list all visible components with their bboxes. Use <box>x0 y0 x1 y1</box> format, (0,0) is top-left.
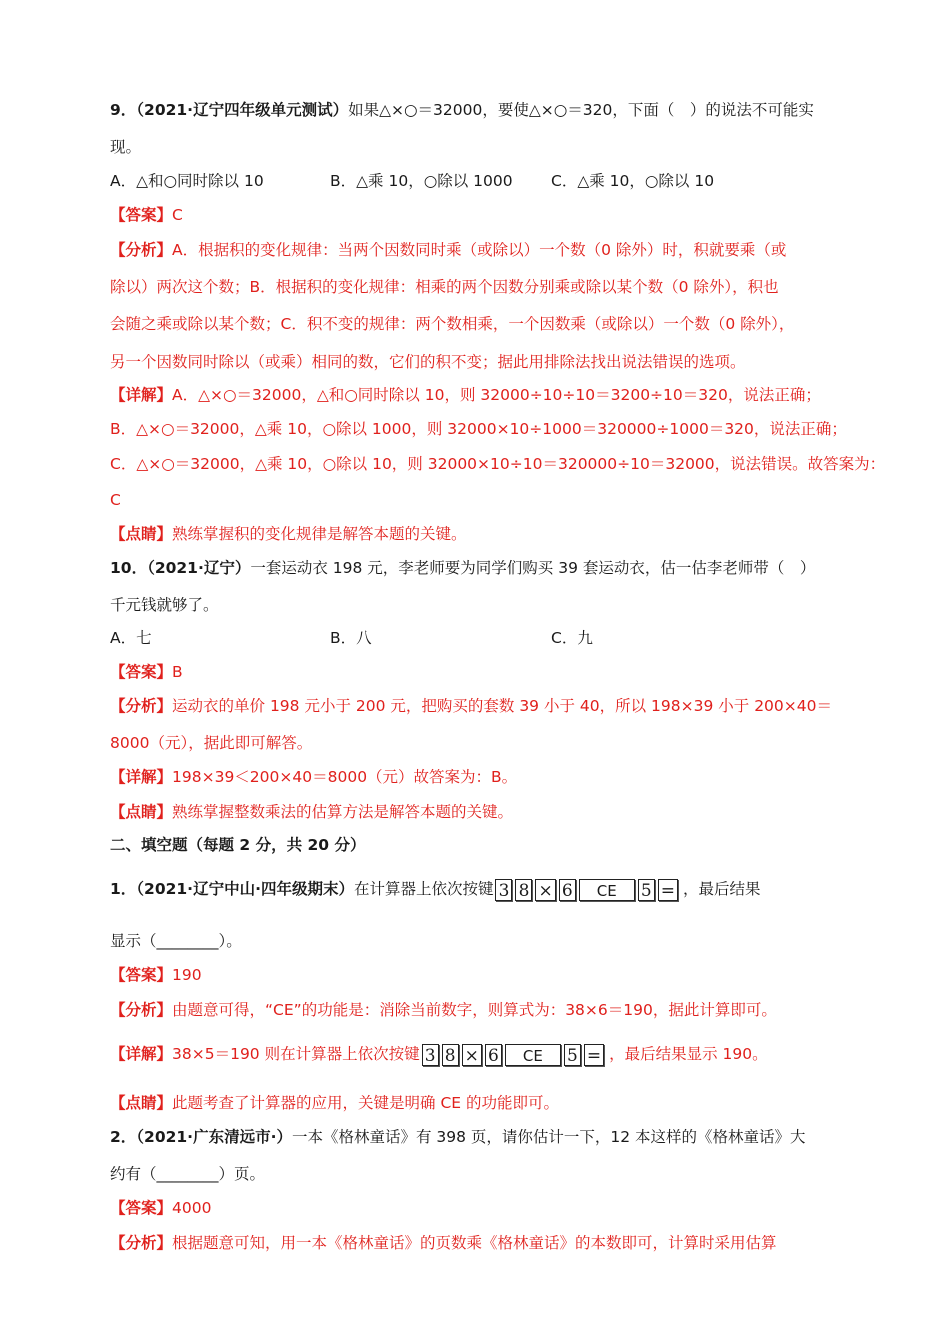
detail-tag: 【详解】 <box>110 1045 173 1063</box>
tip-tag: 【点睛】 <box>110 1094 173 1112</box>
f1-stem-line2 <box>110 930 242 952</box>
detail-text: 38×5＝190 则在计算器上依次按键 <box>172 1045 420 1063</box>
detail-text: 198×39＜200×40＝8000（元）故答案为：B。 <box>172 768 518 786</box>
analysis-tag: 【分析】 <box>110 241 173 259</box>
q9-analysis-line3: 会随之乘或除以某个数；C．积不变的规律：两个数相乘，一个因数乘（或除以）一个数（0 除外）， <box>110 315 795 333</box>
key-6: 6 <box>559 879 576 901</box>
f1-stem2-post: ）。 <box>218 932 242 950</box>
tip-text: 熟练掌握积的变化规律是解答本题的关键。 <box>172 525 467 543</box>
f1-stem2-pre: 显示（ <box>110 932 157 950</box>
analysis-tag: 【分析】 <box>110 697 173 715</box>
key-6: 6 <box>485 1044 502 1066</box>
analysis-tag: 【分析】 <box>110 1001 173 1019</box>
key-8: 8 <box>442 1044 459 1066</box>
f1-tip <box>110 1092 559 1114</box>
q9-analysis-line1 <box>110 239 786 261</box>
f1-source: （2021·辽宁中山·四年级期末） <box>136 880 354 898</box>
answer-value: B <box>172 663 183 681</box>
f2-number: 2． <box>110 1128 137 1146</box>
f2-stem: 一本《格林童话》有 398 页，请你估计一下，12 本这样的《格林童话》大 <box>291 1128 806 1146</box>
key-5: 5 <box>564 1044 581 1066</box>
key-3: 3 <box>422 1044 439 1066</box>
tip-text: 此题考查了计算器的应用，关键是明确 CE 的功能即可。 <box>172 1094 559 1112</box>
analysis-tag: 【分析】 <box>110 1234 173 1252</box>
q10-tip <box>110 801 513 823</box>
q10-answer <box>110 661 183 683</box>
f2-stem2-pre: 约有（ <box>110 1165 157 1183</box>
q9-option-c: C．△乘 10，○除以 10 <box>551 172 715 190</box>
q10-detail <box>110 766 517 788</box>
q9-detail-line1 <box>110 384 821 406</box>
analysis-text: A．根据积的变化规律：当两个因数同时乘（或除以）一个数（0 除外）时，积就要乘（或 <box>172 241 787 259</box>
answer-value: 4000 <box>172 1199 212 1217</box>
f2-source: （2021·广东清远市·） <box>136 1128 292 1146</box>
answer-tag: 【答案】 <box>110 663 173 681</box>
calculator-key-sequence <box>495 877 681 903</box>
q9-stem: 如果△×○＝32000，要使△×○＝320，下面（ ）的说法不可能实 <box>348 101 814 119</box>
q9-tip <box>110 523 467 545</box>
tip-tag: 【点睛】 <box>110 803 173 821</box>
key-multiply: × <box>462 1044 482 1066</box>
q10-analysis-line2: 8000（元），据此即可解答。 <box>110 734 313 752</box>
f1-stem: 在计算器上依次按键 <box>353 880 494 898</box>
f2-stem2-post: ）页。 <box>218 1165 266 1183</box>
f2-stem-line2 <box>110 1163 265 1185</box>
key-ce: CE <box>505 1044 561 1066</box>
detail-text: A．△×○＝32000，△和○同时除以 10，则 32000÷10÷10＝3200÷10＝320，说法正确； <box>172 386 821 404</box>
q9-analysis-line4: 另一个因数同时除以（或乘）相同的数，它们的积不变；据此用排除法找出说法错误的选项。 <box>110 353 746 371</box>
key-8: 8 <box>515 879 532 901</box>
key-equals: = <box>658 879 678 901</box>
f2-answer <box>110 1197 211 1219</box>
q9-stem-line1 <box>110 99 814 121</box>
key-3: 3 <box>495 879 512 901</box>
q9-detail-line3: C．△×○＝32000，△乘 10，○除以 10，则 32000×10÷10＝320000÷10＝32000，说法错误。故答案为： <box>110 455 886 473</box>
analysis-text: 运动衣的单价 198 元小于 200 元，把购买的套数 39 小于 40，所以 198×39 小于 200×40＝ <box>172 697 832 715</box>
section-heading: 二、填空题（每题 2 分，共 20 分） <box>110 836 366 854</box>
q9-number: 9． <box>110 101 137 119</box>
detail-text-end: ，最后结果显示 190。 <box>609 1045 768 1063</box>
q10-analysis-line1 <box>110 695 832 717</box>
detail-tag: 【详解】 <box>110 768 173 786</box>
f1-stem-end: ，最后结果 <box>682 880 761 898</box>
answer-value: 190 <box>172 966 202 984</box>
analysis-text: 由题意可得，“CE”的功能是：消除当前数字，则算式为：38×6＝190，据此计算即可。 <box>172 1001 777 1019</box>
tip-text: 熟练掌握整数乘法的估算方法是解答本题的关键。 <box>172 803 514 821</box>
f1-answer <box>110 964 202 986</box>
key-ce: CE <box>579 879 635 901</box>
calculator-key-sequence <box>422 1042 608 1068</box>
q10-option-a: A．七 <box>110 629 152 647</box>
tip-tag: 【点睛】 <box>110 525 173 543</box>
key-5: 5 <box>638 879 655 901</box>
q10-source: （2021·辽宁） <box>147 559 251 577</box>
q9-option-b: B．△乘 10，○除以 1000 <box>330 172 513 190</box>
q10-stem-line1 <box>110 557 815 579</box>
q10-stem: 一套运动衣 198 元，李老师要为同学们购买 39 套运动衣，估一估李老师带（ ） <box>250 559 816 577</box>
answer-tag: 【答案】 <box>110 1199 173 1217</box>
q9-detail-line2: B．△×○＝32000，△乘 10，○除以 1000，则 32000×10÷1000＝320000÷1000＝320，说法正确； <box>110 420 847 438</box>
f1-analysis <box>110 999 777 1021</box>
key-multiply: × <box>535 879 555 901</box>
q9-stem-line2: 现。 <box>110 138 142 156</box>
q9-option-a: A．△和○同时除以 10 <box>110 172 264 190</box>
f1-number: 1． <box>110 880 137 898</box>
q9-detail-line4: C <box>110 491 121 509</box>
f1-detail <box>110 1041 768 1068</box>
q10-number: 10． <box>110 559 148 577</box>
q9-source: （2021·辽宁四年级单元测试） <box>136 101 349 119</box>
q9-analysis-line2: 除以）两次这个数；B．根据积的变化规律：相乘的两个因数分别乘或除以某个数（0 除外），积也 <box>110 278 779 296</box>
detail-tag: 【详解】 <box>110 386 173 404</box>
q9-answer <box>110 204 183 226</box>
f2-stem-line1 <box>110 1126 806 1148</box>
key-equals: = <box>584 1044 604 1066</box>
f1-stem-line1 <box>110 876 761 903</box>
f2-analysis <box>110 1232 777 1254</box>
f2-answer-blank: ________ <box>156 1165 219 1183</box>
analysis-text: 根据题意可知，用一本《格林童话》的页数乘《格林童话》的本数即可，计算时采用估算 <box>172 1234 777 1252</box>
q10-stem-line2: 千元钱就够了。 <box>110 596 219 614</box>
q10-option-b: B．八 <box>330 629 372 647</box>
answer-tag: 【答案】 <box>110 966 173 984</box>
answer-tag: 【答案】 <box>110 206 173 224</box>
answer-value: C <box>172 206 183 224</box>
f1-answer-blank: ________ <box>156 932 219 950</box>
q10-option-c: C．九 <box>551 629 593 647</box>
